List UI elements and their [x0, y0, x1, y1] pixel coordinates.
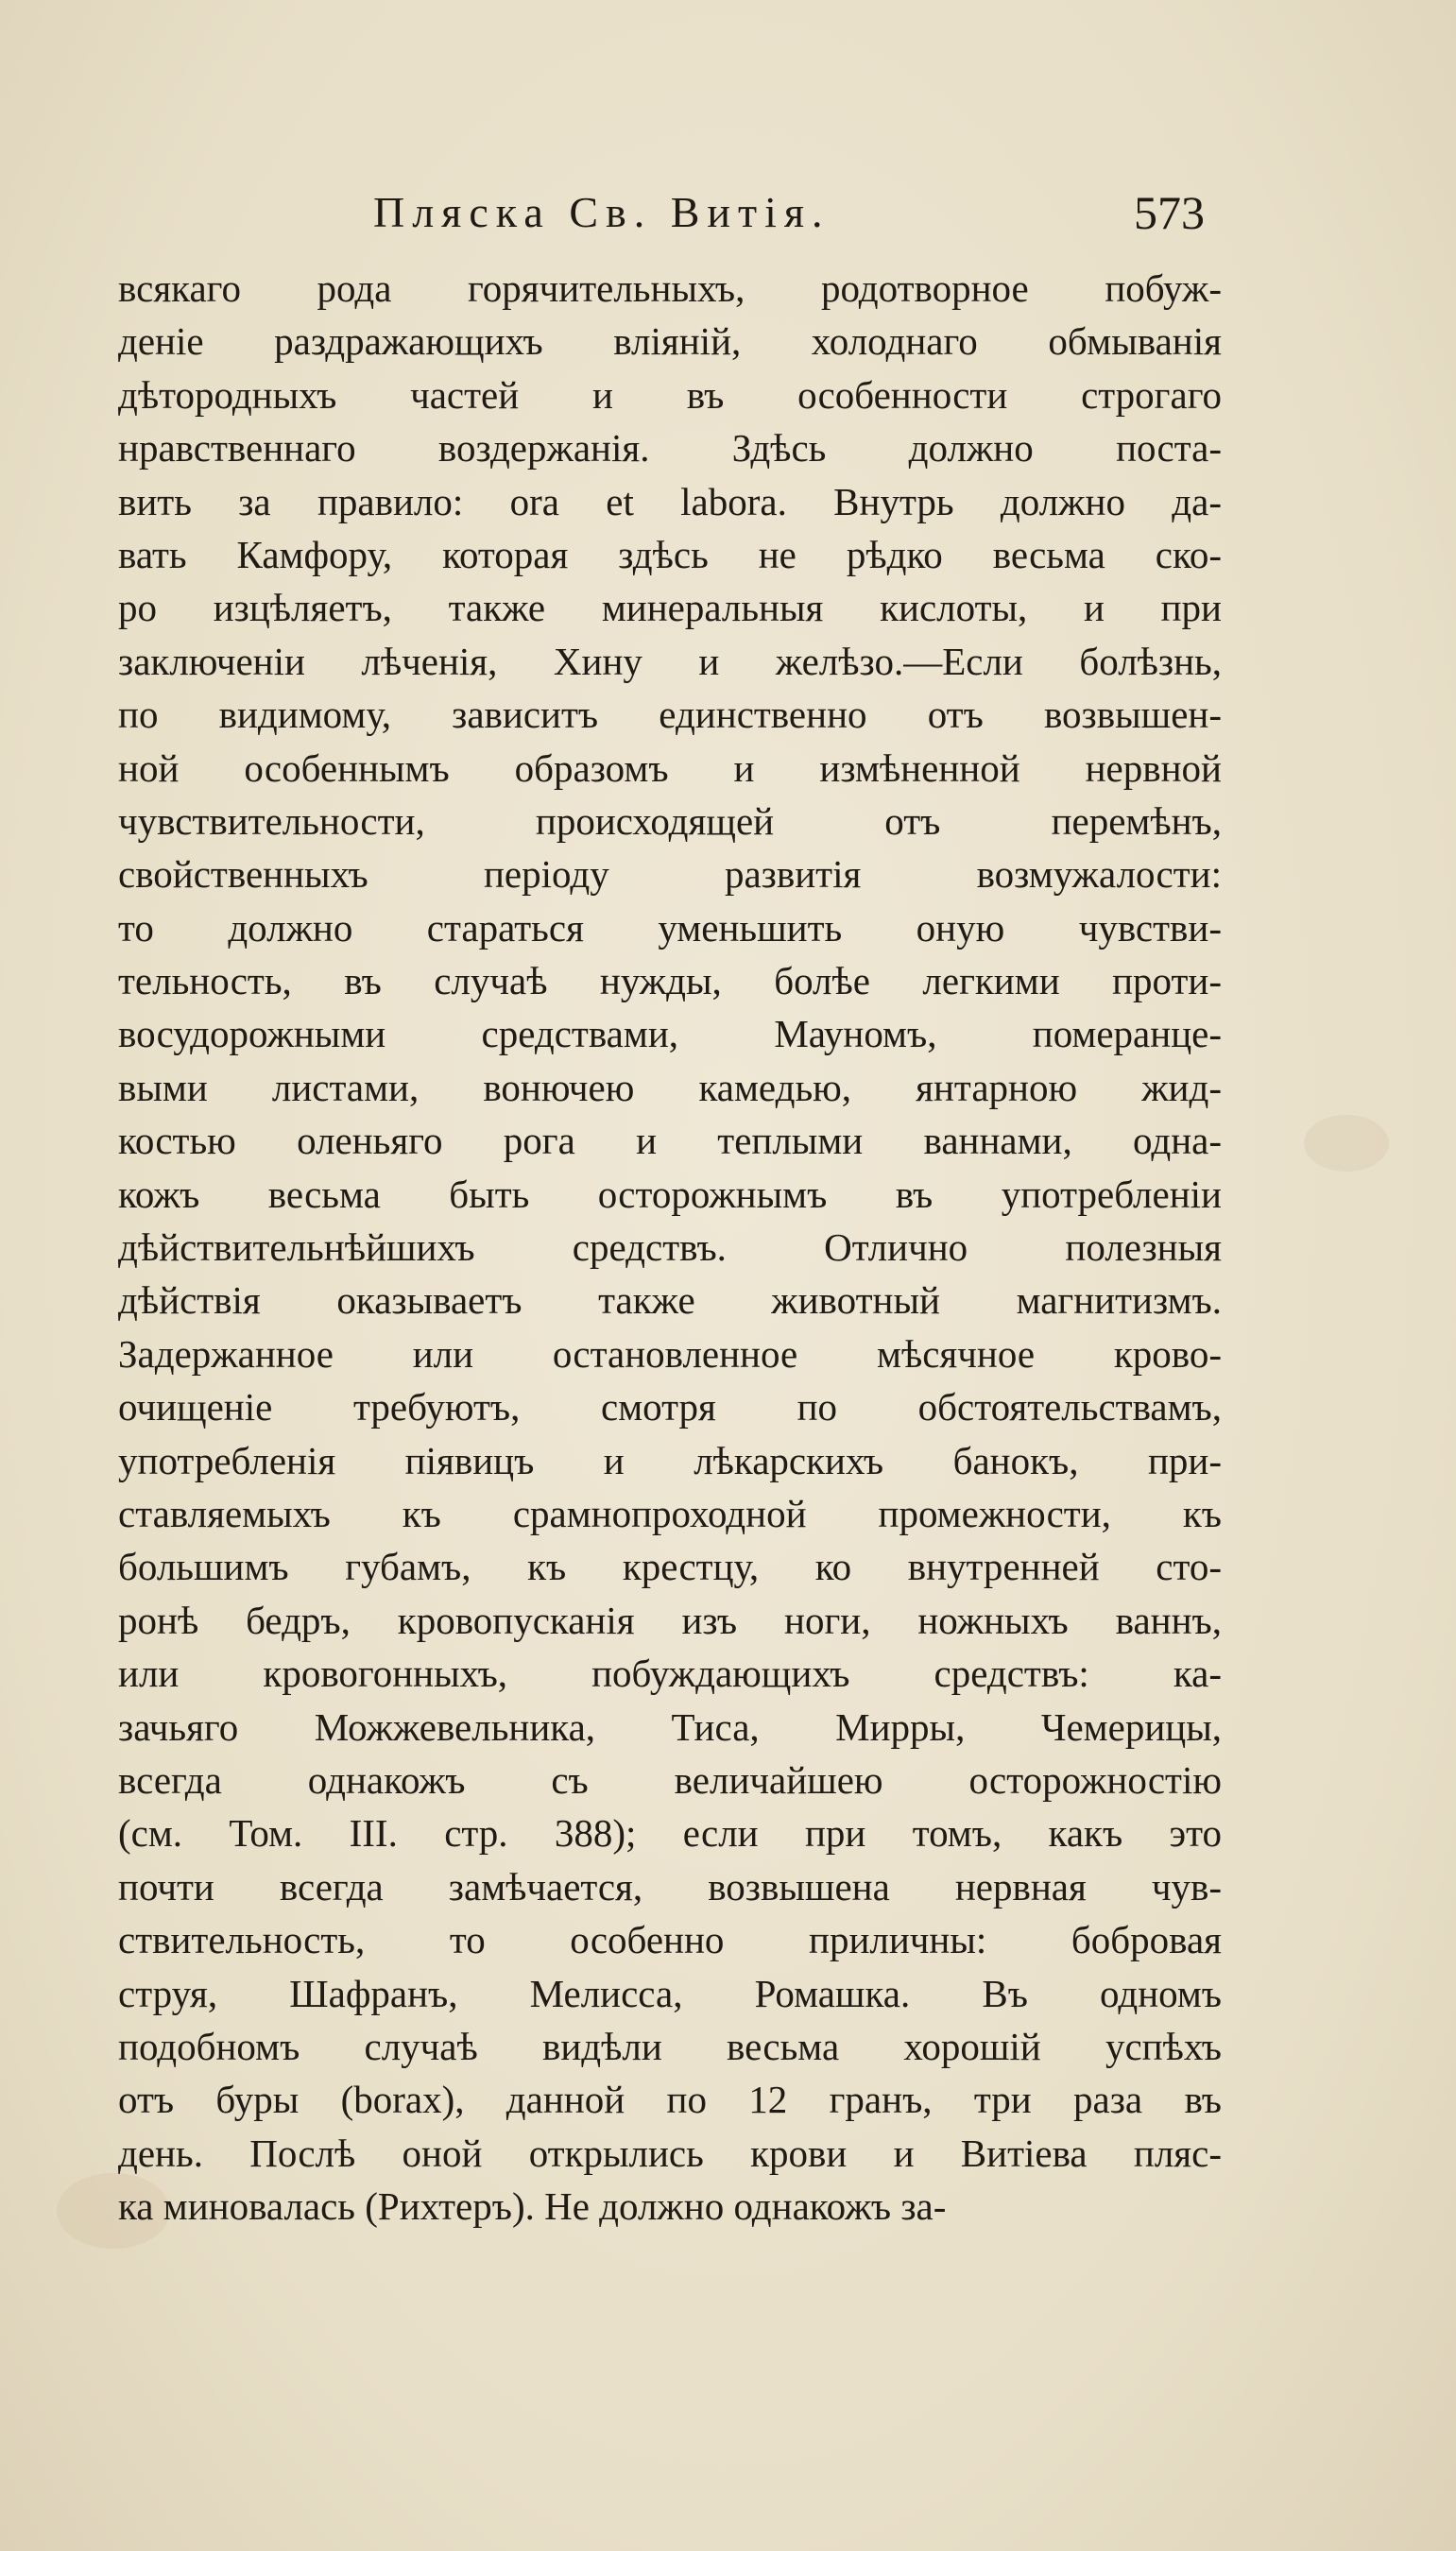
text-line: вать Камфору, которая здѣсь не рѣдко весьма ско-	[118, 532, 1222, 576]
text-line: выми листами, вонючею камедью, янтарною жид-	[118, 1065, 1222, 1109]
text-line: ствительность, то особенно приличны: бобровая	[118, 1918, 1222, 1962]
text-line: ной особеннымъ образомъ и измѣненной нервной	[118, 745, 1222, 790]
text-line: свойственныхъ періоду развитія возмужалости:	[118, 852, 1222, 897]
text-line: очищеніе требуютъ, смотря по обстоятельствамъ,	[118, 1385, 1222, 1430]
text-line: чувствительности, происходящей отъ перемѣнъ,	[118, 798, 1222, 843]
text-line: кожъ весьма быть осторожнымъ въ употребленіи	[118, 1172, 1222, 1216]
text-line: струя, Шафранъ, Мелисса, Ромашка. Въ одномъ	[118, 1971, 1222, 2015]
text-line: почти всегда замѣчается, возвышена нервная чув-	[118, 1864, 1222, 1909]
text-line: ронѣ бедръ, кровопусканія изъ ноги, ножныхъ ваннъ,	[118, 1598, 1222, 1642]
running-title: Пляска Св. Витія.	[373, 188, 831, 236]
text-line: (см. Том. III. стр. 388); если при томъ, какъ это	[118, 1811, 1222, 1856]
body-text	[118, 262, 1222, 2233]
text-line: или кровогонныхъ, побуждающихъ средствъ: ка-	[118, 1652, 1222, 1696]
text-line: костью оленьяго рога и теплыми ваннами, одна-	[118, 1119, 1222, 1163]
text-line: заключеніи лѣченія, Хину и желѣзо.—Если болѣзнь,	[118, 639, 1222, 683]
running-head	[373, 180, 1205, 246]
text-line: всякаго рода горячительныхъ, родотворное побуж-	[118, 266, 1222, 310]
text-line: тельность, въ случаѣ нужды, болѣе легкими проти-	[118, 959, 1222, 1003]
text-line: нравственнаго воздержанія. Здѣсь должно поста-	[118, 426, 1222, 471]
text-line: восудорожными средствами, Мауномъ, померанце-	[118, 1012, 1222, 1056]
paper-stain	[1304, 1115, 1389, 1172]
page-number: 573	[1134, 186, 1205, 239]
text-line: ка миновалась (Рихтеръ). Не должно однакожъ за-	[118, 2184, 947, 2229]
text-line: деніе раздражающихъ вліяній, холоднаго обмыванія	[118, 319, 1222, 364]
text-line: по видимому, зависитъ единственно отъ возвышен-	[118, 693, 1222, 737]
text-line: то должно стараться уменьшить оную чувстви-	[118, 905, 1222, 950]
text-line: день. Послѣ оной открылись крови и Витіева пляс-	[118, 2131, 1222, 2175]
text-line: Задержанное или остановленное мѣсячное крово-	[118, 1331, 1222, 1376]
text-line: дѣйствительнѣйшихъ средствъ. Отлично полезныя	[118, 1225, 1222, 1270]
text-line: зачьяго Можжевельника, Тиса, Мирры, Чемерицы,	[118, 1704, 1222, 1749]
text-line: вить за правило: ora et labora. Внутрь должно да-	[118, 479, 1222, 523]
text-line: употребленія піявицъ и лѣкарскихъ банокъ, при-	[118, 1438, 1222, 1482]
text-line: ро изцѣляетъ, также минеральныя кислоты, и при	[118, 586, 1222, 630]
text-line: подобномъ случаѣ видѣли весьма хорошій успѣхъ	[118, 2024, 1222, 2068]
text-line: дѣтородныхъ частей и въ особенности строгаго	[118, 372, 1222, 417]
text-line: ставляемыхъ къ срамнопроходной промежности, къ	[118, 1491, 1222, 1535]
text-line: всегда однакожъ съ величайшею осторожностію	[118, 1757, 1222, 1802]
text-line: большимъ губамъ, къ крестцу, ко внутренней сто-	[118, 1545, 1222, 1589]
text-line: отъ буры (borax), данной по 12 гранъ, три раза въ	[118, 2078, 1222, 2122]
text-line: дѣйствія оказываетъ также животный магнитизмъ.	[118, 1278, 1222, 1323]
